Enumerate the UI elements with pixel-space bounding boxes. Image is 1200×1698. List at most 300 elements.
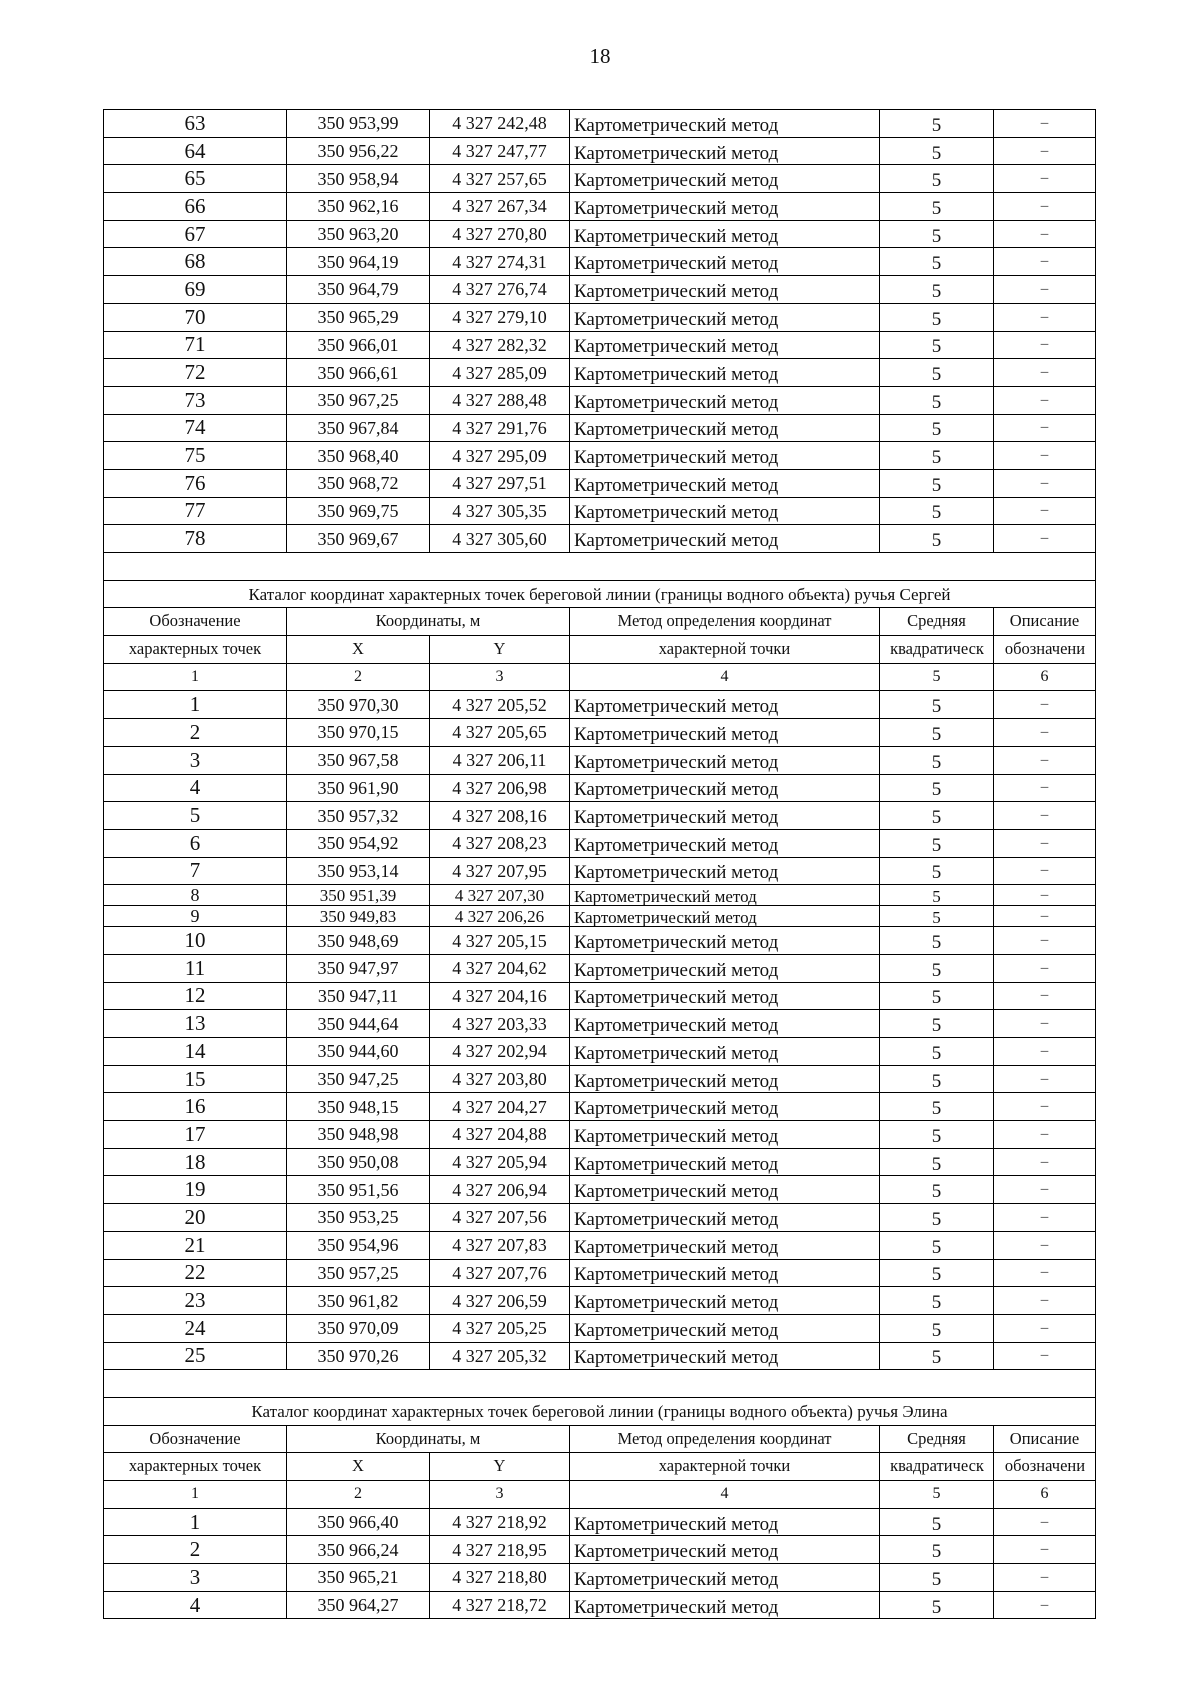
- coordinate-x: 350 969,67: [287, 525, 430, 553]
- coordinate-x: 350 964,19: [287, 248, 430, 276]
- coordinate-y: 4 327 297,51: [430, 469, 570, 497]
- description: –: [994, 906, 1096, 927]
- accuracy: 5: [880, 1010, 994, 1038]
- description: –: [994, 954, 1096, 982]
- point-number: 22: [104, 1259, 287, 1287]
- coordinate-x: 350 948,98: [287, 1121, 430, 1149]
- point-number: 23: [104, 1287, 287, 1315]
- description: –: [994, 885, 1096, 906]
- coordinate-x: 350 954,92: [287, 829, 430, 857]
- point-number: 24: [104, 1314, 287, 1342]
- coordinate-x: 350 948,15: [287, 1093, 430, 1121]
- method: Картометрический метод: [570, 110, 880, 138]
- coordinate-y: 4 327 291,76: [430, 414, 570, 442]
- coordinate-x: 350 965,29: [287, 303, 430, 331]
- accuracy: 5: [880, 746, 994, 774]
- description: –: [994, 414, 1096, 442]
- description: –: [994, 1038, 1096, 1066]
- method: Картометрический метод: [570, 982, 880, 1010]
- description: –: [994, 1010, 1096, 1038]
- coordinate-y: 4 327 205,15: [430, 927, 570, 955]
- point-number: 2: [104, 719, 287, 747]
- method: Картометрический метод: [570, 1314, 880, 1342]
- table-row: [104, 359, 1096, 387]
- coordinate-y: 4 327 205,25: [430, 1314, 570, 1342]
- description: –: [994, 331, 1096, 359]
- accuracy: 5: [880, 248, 994, 276]
- table-row: [104, 165, 1096, 193]
- table-row: [104, 719, 1096, 747]
- method: Картометрический метод: [570, 165, 880, 193]
- coordinate-x: 350 948,69: [287, 927, 430, 955]
- coordinate-x: 350 953,14: [287, 857, 430, 885]
- catalog-caption: Каталог координат характерных точек береговой линии (границы водного объекта) ручья Сергей: [104, 580, 1096, 608]
- table-row: [104, 802, 1096, 830]
- header-description-cont: обозначени: [994, 636, 1096, 664]
- accuracy: 5: [880, 137, 994, 165]
- table-row: [104, 927, 1096, 955]
- method: Картометрический метод: [570, 691, 880, 719]
- column-index-1: 1: [104, 1481, 287, 1509]
- description: –: [994, 1148, 1096, 1176]
- coordinate-y: 4 327 206,11: [430, 746, 570, 774]
- table-row: [104, 1287, 1096, 1315]
- method: Картометрический метод: [570, 927, 880, 955]
- coordinate-y: 4 327 207,30: [430, 885, 570, 906]
- description: –: [994, 1342, 1096, 1370]
- method: Картометрический метод: [570, 442, 880, 470]
- accuracy: 5: [880, 1564, 994, 1592]
- point-number: 21: [104, 1231, 287, 1259]
- point-number: 72: [104, 359, 287, 387]
- coordinate-x: 350 966,40: [287, 1508, 430, 1536]
- table-row: [104, 193, 1096, 221]
- coordinate-x: 350 950,08: [287, 1148, 430, 1176]
- coordinate-y: 4 327 204,62: [430, 954, 570, 982]
- description: –: [994, 927, 1096, 955]
- description: –: [994, 691, 1096, 719]
- point-number: 16: [104, 1093, 287, 1121]
- point-number: 64: [104, 137, 287, 165]
- point-number: 12: [104, 982, 287, 1010]
- accuracy: 5: [880, 1148, 994, 1176]
- method: Картометрический метод: [570, 1148, 880, 1176]
- page-number: 18: [589, 44, 611, 68]
- column-index-2: 2: [287, 1481, 430, 1509]
- coordinate-x: 350 969,75: [287, 497, 430, 525]
- table-row: [104, 414, 1096, 442]
- coordinate-y: 4 327 205,65: [430, 719, 570, 747]
- method: Картометрический метод: [570, 469, 880, 497]
- coordinate-x: 350 951,39: [287, 885, 430, 906]
- table-row: [104, 331, 1096, 359]
- accuracy: 5: [880, 885, 994, 906]
- accuracy: 5: [880, 442, 994, 470]
- method: Картометрический метод: [570, 906, 880, 927]
- method: Картометрический метод: [570, 414, 880, 442]
- coordinates-catalog-table: [103, 109, 1096, 1619]
- description: –: [994, 1259, 1096, 1287]
- accuracy: 5: [880, 1121, 994, 1149]
- coordinate-y: 4 327 206,98: [430, 774, 570, 802]
- column-index-4: 4: [570, 1481, 880, 1509]
- point-number: 14: [104, 1038, 287, 1066]
- accuracy: 5: [880, 497, 994, 525]
- coordinate-x: 350 967,84: [287, 414, 430, 442]
- point-number: 3: [104, 746, 287, 774]
- point-number: 75: [104, 442, 287, 470]
- coordinate-x: 350 957,32: [287, 802, 430, 830]
- header-method-cont: характерной точки: [570, 636, 880, 664]
- coordinate-y: 4 327 208,23: [430, 829, 570, 857]
- point-number: 76: [104, 469, 287, 497]
- header-point-designation: Обозначение: [104, 1425, 287, 1453]
- coordinate-y: 4 327 218,95: [430, 1536, 570, 1564]
- method: Картометрический метод: [570, 1204, 880, 1232]
- header-accuracy: Средняя: [880, 1425, 994, 1453]
- description: –: [994, 829, 1096, 857]
- description: –: [994, 857, 1096, 885]
- coordinate-y: 4 327 204,27: [430, 1093, 570, 1121]
- coordinate-y: 4 327 247,77: [430, 137, 570, 165]
- description: –: [994, 193, 1096, 221]
- method: Картометрический метод: [570, 1093, 880, 1121]
- header-x: X: [287, 1453, 430, 1481]
- method: Картометрический метод: [570, 802, 880, 830]
- table-row: [104, 691, 1096, 719]
- method: Картометрический метод: [570, 1591, 880, 1619]
- accuracy: 5: [880, 220, 994, 248]
- coordinate-x: 350 963,20: [287, 220, 430, 248]
- table-row: [104, 1176, 1096, 1204]
- blank-cell: [104, 1370, 1096, 1398]
- method: Картометрический метод: [570, 1536, 880, 1564]
- accuracy: 5: [880, 906, 994, 927]
- table-row: [104, 248, 1096, 276]
- column-header-row: [104, 1425, 1096, 1453]
- coordinate-x: 350 958,94: [287, 165, 430, 193]
- description: –: [994, 165, 1096, 193]
- method: Картометрический метод: [570, 1010, 880, 1038]
- coordinate-y: 4 327 305,60: [430, 525, 570, 553]
- catalog-caption-row: [104, 580, 1096, 608]
- description: –: [994, 1314, 1096, 1342]
- table-row: [104, 1093, 1096, 1121]
- point-number: 70: [104, 303, 287, 331]
- accuracy: 5: [880, 802, 994, 830]
- point-number: 6: [104, 829, 287, 857]
- header-y: Y: [430, 1453, 570, 1481]
- point-number: 68: [104, 248, 287, 276]
- coordinate-y: 4 327 206,59: [430, 1287, 570, 1315]
- description: –: [994, 1591, 1096, 1619]
- coordinate-x: 350 957,25: [287, 1259, 430, 1287]
- coordinate-y: 4 327 218,72: [430, 1591, 570, 1619]
- table-row: [104, 1536, 1096, 1564]
- point-number: 17: [104, 1121, 287, 1149]
- coordinate-y: 4 327 204,16: [430, 982, 570, 1010]
- coordinate-y: 4 327 207,95: [430, 857, 570, 885]
- point-number: 4: [104, 1591, 287, 1619]
- point-number: 78: [104, 525, 287, 553]
- coordinate-x: 350 970,09: [287, 1314, 430, 1342]
- catalog-caption-row: [104, 1397, 1096, 1425]
- column-index-5: 5: [880, 1481, 994, 1509]
- accuracy: 5: [880, 525, 994, 553]
- accuracy: 5: [880, 719, 994, 747]
- header-description: Описание: [994, 608, 1096, 636]
- accuracy: 5: [880, 303, 994, 331]
- coordinate-x: 350 966,24: [287, 1536, 430, 1564]
- method: Картометрический метод: [570, 1176, 880, 1204]
- header-coordinates: Координаты, м: [287, 608, 570, 636]
- table-row: [104, 110, 1096, 138]
- method: Картометрический метод: [570, 193, 880, 221]
- coordinate-y: 4 327 295,09: [430, 442, 570, 470]
- header-accuracy-cont: квадратическ: [880, 1453, 994, 1481]
- coordinate-x: 350 953,25: [287, 1204, 430, 1232]
- point-number: 3: [104, 1564, 287, 1592]
- method: Картометрический метод: [570, 220, 880, 248]
- method: Картометрический метод: [570, 303, 880, 331]
- coordinate-x: 350 947,97: [287, 954, 430, 982]
- column-index-2: 2: [287, 663, 430, 691]
- header-description: Описание: [994, 1425, 1096, 1453]
- coordinate-y: 4 327 267,34: [430, 193, 570, 221]
- method: Картометрический метод: [570, 1259, 880, 1287]
- point-number: 4: [104, 774, 287, 802]
- coordinate-y: 4 327 218,80: [430, 1564, 570, 1592]
- accuracy: 5: [880, 193, 994, 221]
- method: Картометрический метод: [570, 497, 880, 525]
- point-number: 1: [104, 1508, 287, 1536]
- table-row: [104, 1508, 1096, 1536]
- table-row: [104, 525, 1096, 553]
- point-number: 71: [104, 331, 287, 359]
- description: –: [994, 137, 1096, 165]
- coordinate-y: 4 327 274,31: [430, 248, 570, 276]
- table-row: [104, 303, 1096, 331]
- coordinate-x: 350 968,40: [287, 442, 430, 470]
- method: Картометрический метод: [570, 137, 880, 165]
- blank-row: [104, 1370, 1096, 1398]
- method: Картометрический метод: [570, 525, 880, 553]
- description: –: [994, 303, 1096, 331]
- accuracy: 5: [880, 469, 994, 497]
- table-row: [104, 885, 1096, 906]
- coordinate-x: 350 953,99: [287, 110, 430, 138]
- method: Картометрический метод: [570, 1342, 880, 1370]
- coordinate-y: 4 327 203,33: [430, 1010, 570, 1038]
- coordinate-y: 4 327 285,09: [430, 359, 570, 387]
- accuracy: 5: [880, 1093, 994, 1121]
- accuracy: 5: [880, 1204, 994, 1232]
- accuracy: 5: [880, 857, 994, 885]
- description: –: [994, 1564, 1096, 1592]
- coordinate-y: 4 327 279,10: [430, 303, 570, 331]
- header-x: X: [287, 636, 430, 664]
- accuracy: 5: [880, 1508, 994, 1536]
- coordinate-x: 350 970,15: [287, 719, 430, 747]
- blank-cell: [104, 553, 1096, 581]
- header-coordinates: Координаты, м: [287, 1425, 570, 1453]
- accuracy: 5: [880, 829, 994, 857]
- point-number: 1: [104, 691, 287, 719]
- column-header-row: [104, 608, 1096, 636]
- coordinate-y: 4 327 282,32: [430, 331, 570, 359]
- method: Картометрический метод: [570, 1564, 880, 1592]
- point-number: 65: [104, 165, 287, 193]
- accuracy: 5: [880, 1314, 994, 1342]
- description: –: [994, 1176, 1096, 1204]
- header-accuracy: Средняя: [880, 608, 994, 636]
- coordinate-y: 4 327 208,16: [430, 802, 570, 830]
- column-header-row: [104, 636, 1096, 664]
- coordinate-x: 350 947,11: [287, 982, 430, 1010]
- coordinate-y: 4 327 242,48: [430, 110, 570, 138]
- accuracy: 5: [880, 774, 994, 802]
- method: Картометрический метод: [570, 1287, 880, 1315]
- accuracy: 5: [880, 691, 994, 719]
- point-number: 74: [104, 414, 287, 442]
- method: Картометрический метод: [570, 359, 880, 387]
- table-row: [104, 137, 1096, 165]
- description: –: [994, 1231, 1096, 1259]
- coordinate-x: 350 966,61: [287, 359, 430, 387]
- table-row: [104, 829, 1096, 857]
- coordinate-x: 350 944,60: [287, 1038, 430, 1066]
- description: –: [994, 359, 1096, 387]
- point-number: 15: [104, 1065, 287, 1093]
- description: –: [994, 1536, 1096, 1564]
- accuracy: 5: [880, 1591, 994, 1619]
- accuracy: 5: [880, 1259, 994, 1287]
- method: Картометрический метод: [570, 1038, 880, 1066]
- accuracy: 5: [880, 359, 994, 387]
- coordinate-x: 350 949,83: [287, 906, 430, 927]
- column-index-6: 6: [994, 1481, 1096, 1509]
- description: –: [994, 110, 1096, 138]
- method: Картометрический метод: [570, 248, 880, 276]
- header-description-cont: обозначени: [994, 1453, 1096, 1481]
- table-row: [104, 1314, 1096, 1342]
- description: –: [994, 248, 1096, 276]
- coordinate-x: 350 967,25: [287, 386, 430, 414]
- point-number: 11: [104, 954, 287, 982]
- coordinate-x: 350 962,16: [287, 193, 430, 221]
- header-point-designation-cont: характерных точек: [104, 1453, 287, 1481]
- header-method: Метод определения координат: [570, 1425, 880, 1453]
- method: Картометрический метод: [570, 857, 880, 885]
- coordinate-y: 4 327 305,35: [430, 497, 570, 525]
- point-number: 67: [104, 220, 287, 248]
- coordinate-x: 350 970,26: [287, 1342, 430, 1370]
- description: –: [994, 719, 1096, 747]
- table-row: [104, 386, 1096, 414]
- point-number: 9: [104, 906, 287, 927]
- column-index-5: 5: [880, 663, 994, 691]
- table-row: [104, 1231, 1096, 1259]
- point-number: 18: [104, 1148, 287, 1176]
- coordinate-y: 4 327 205,52: [430, 691, 570, 719]
- header-point-designation-cont: характерных точек: [104, 636, 287, 664]
- coordinate-y: 4 327 202,94: [430, 1038, 570, 1066]
- description: –: [994, 1508, 1096, 1536]
- table-row: [104, 774, 1096, 802]
- description: –: [994, 442, 1096, 470]
- coordinate-y: 4 327 276,74: [430, 276, 570, 304]
- coordinate-y: 4 327 257,65: [430, 165, 570, 193]
- header-point-designation: Обозначение: [104, 608, 287, 636]
- table-row: [104, 1204, 1096, 1232]
- coordinate-x: 350 967,58: [287, 746, 430, 774]
- point-number: 19: [104, 1176, 287, 1204]
- table-row: [104, 1259, 1096, 1287]
- coordinate-y: 4 327 205,94: [430, 1148, 570, 1176]
- header-method: Метод определения координат: [570, 608, 880, 636]
- table-row: [104, 1038, 1096, 1066]
- method: Картометрический метод: [570, 276, 880, 304]
- column-index-3: 3: [430, 1481, 570, 1509]
- method: Картометрический метод: [570, 746, 880, 774]
- table-row: [104, 1121, 1096, 1149]
- method: Картометрический метод: [570, 829, 880, 857]
- point-number: 7: [104, 857, 287, 885]
- header-y: Y: [430, 636, 570, 664]
- column-index-4: 4: [570, 663, 880, 691]
- method: Картометрический метод: [570, 719, 880, 747]
- description: –: [994, 1287, 1096, 1315]
- coordinate-y: 4 327 206,26: [430, 906, 570, 927]
- coordinate-x: 350 964,79: [287, 276, 430, 304]
- description: –: [994, 276, 1096, 304]
- point-number: 8: [104, 885, 287, 906]
- method: Картометрический метод: [570, 885, 880, 906]
- column-index-6: 6: [994, 663, 1096, 691]
- accuracy: 5: [880, 1342, 994, 1370]
- description: –: [994, 1065, 1096, 1093]
- accuracy: 5: [880, 110, 994, 138]
- column-index-row: [104, 1481, 1096, 1509]
- column-index-1: 1: [104, 663, 287, 691]
- coordinate-y: 4 327 207,83: [430, 1231, 570, 1259]
- coordinate-y: 4 327 207,76: [430, 1259, 570, 1287]
- accuracy: 5: [880, 1176, 994, 1204]
- coordinate-y: 4 327 288,48: [430, 386, 570, 414]
- method: Картометрический метод: [570, 954, 880, 982]
- table-row: [104, 906, 1096, 927]
- accuracy: 5: [880, 927, 994, 955]
- table-row: [104, 1148, 1096, 1176]
- table-row: [104, 469, 1096, 497]
- table-row: [104, 982, 1096, 1010]
- description: –: [994, 1121, 1096, 1149]
- coordinate-y: 4 327 207,56: [430, 1204, 570, 1232]
- table-row: [104, 497, 1096, 525]
- coordinate-x: 350 965,21: [287, 1564, 430, 1592]
- accuracy: 5: [880, 1231, 994, 1259]
- point-number: 25: [104, 1342, 287, 1370]
- column-index-row: [104, 663, 1096, 691]
- description: –: [994, 982, 1096, 1010]
- coordinate-y: 4 327 218,92: [430, 1508, 570, 1536]
- catalog-caption: Каталог координат характерных точек береговой линии (границы водного объекта) ручья Элина: [104, 1397, 1096, 1425]
- accuracy: 5: [880, 386, 994, 414]
- coordinate-x: 350 944,64: [287, 1010, 430, 1038]
- description: –: [994, 525, 1096, 553]
- description: –: [994, 386, 1096, 414]
- coordinate-x: 350 947,25: [287, 1065, 430, 1093]
